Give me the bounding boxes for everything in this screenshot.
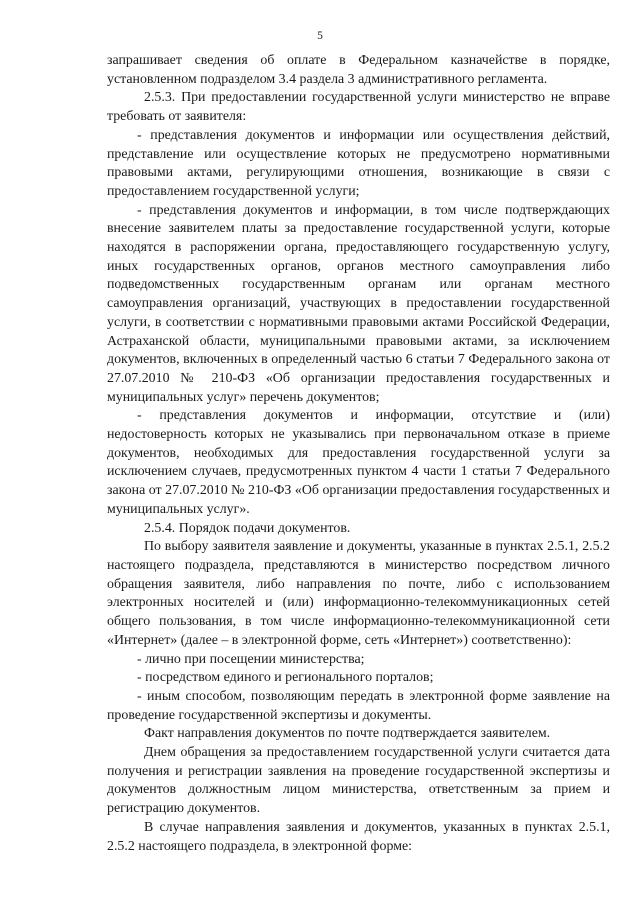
- list-item: - представления документов и информации, в том числе подтверждающих внесение заявителем платы за предоставление государственной услуги, которые находятся в распоряжении органа, предоставляющего государственную услугу, иных государственных органов, органов местного самоуправления либо подведомственных государственным органам или органам местного самоуправления организаций, участвующих в предоставлении государственной услуги, в соответствии с нормативными правовыми актами Российской Федерации, Астраханской области, муниципальными правовыми актами, за исключением документов, включенных в определенный частью 6 статьи 7 Федерального закона от 27.07.2010 № 210-ФЗ «Об организации предоставления государственных и муниципальных услуг» перечень документов;: [107, 202, 610, 405]
- section-2-5-3: 2.5.3. При предоставлении государственной услуги министерство не вправе требовать от заявителя:: [107, 90, 610, 125]
- document-body: [107, 52, 610, 856]
- paragraph: По выбору заявителя заявление и документы, указанные в пунктах 2.5.1, 2.5.2 настоящего подраздела, представляются в министерство посредством личного обращения заявителя, либо направления по почте, либо с использованием электронных носителей и (или) информационно-телекоммуникационных сетей общего пользования, в том числе информационно-телекоммуникационной сети «Интернет» (далее – в электронной форме, сеть «Интернет») соответственно):: [107, 539, 610, 648]
- list-item: - лично при посещении министерства;: [137, 651, 365, 667]
- list-item: - посредством единого и регионального порталов;: [137, 670, 434, 686]
- list-item: - представления документов и информации или осуществления действий, представление или осуществление которых не предусмотрено нормативными правовыми актами, регулирующими отношения, возникающие в связи с предоставлением государственной услуги;: [107, 127, 610, 199]
- list-item: - иным способом, позволяющим передать в электронной форме заявление на проведение государственной экспертизы и документы.: [107, 688, 610, 723]
- paragraph: запрашивает сведения об оплате в Федеральном казначействе в порядке, установленном подразделом 3.4 раздела 3 административного регламента.: [107, 53, 610, 87]
- paragraph: В случае направления заявления и документов, указанных в пунктах 2.5.1, 2.5.2 настоящего подраздела, в электронной форме:: [107, 819, 610, 854]
- page-number: 5: [317, 30, 323, 42]
- list-item: - представления документов и информации, отсутствие и (или) недостоверность которых не указывались при первоначальном отказе в приеме документов, необходимых для предоставления государственной услуги за исключением случаев, предусмотренных пунктом 4 части 1 статьи 7 Федерального закона от 27.07.2010 № 210-ФЗ «Об организации предоставления государственных и муниципальных услуг».: [107, 408, 610, 517]
- paragraph: Днем обращения за предоставлением государственной услуги считается дата получения и регистрации заявления на проведение государственной экспертизы и документов должностным лицом министерства, ответственным за прием и регистрацию документов.: [107, 745, 610, 817]
- paragraph: Факт направления документов по почте подтверждается заявителем.: [144, 726, 551, 742]
- section-2-5-4: 2.5.4. Порядок подачи документов.: [144, 520, 351, 536]
